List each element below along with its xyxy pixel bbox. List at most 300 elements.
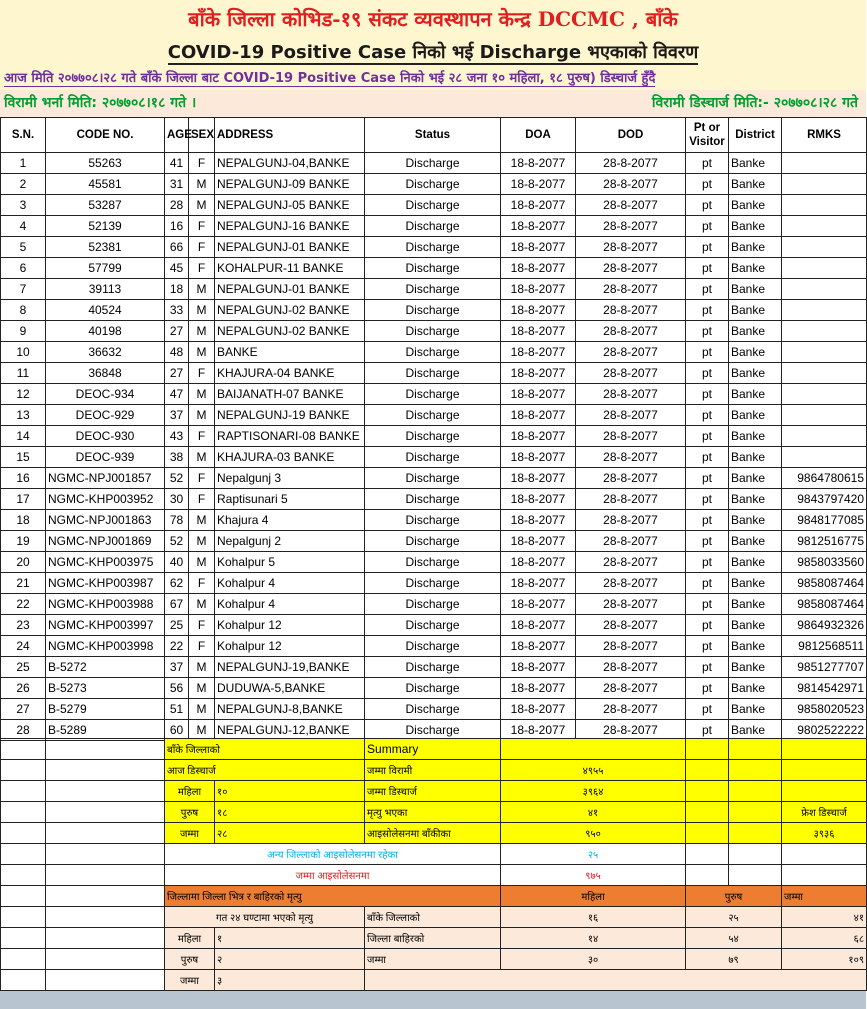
- cell-sex: M: [189, 510, 215, 531]
- cell-sex: F: [189, 426, 215, 447]
- cell-age: 25: [165, 615, 189, 636]
- grand-male: ७९: [686, 949, 782, 970]
- cell-district: Banke: [729, 363, 782, 384]
- cell-age: 33: [165, 300, 189, 321]
- cell-status: Discharge: [365, 657, 501, 678]
- cell-age: 47: [165, 384, 189, 405]
- cell-rmks: [782, 195, 867, 216]
- cell-address: NEPALGUNJ-19,BANKE: [215, 657, 365, 678]
- cell-status: Discharge: [365, 279, 501, 300]
- cell-sn: 21: [1, 573, 46, 594]
- cell-district: Banke: [729, 615, 782, 636]
- cell-sn: 22: [1, 594, 46, 615]
- cell-code: 40198: [46, 321, 165, 342]
- cell-address: BAIJANATH-07 BANKE: [215, 384, 365, 405]
- cell-code: B-5272: [46, 657, 165, 678]
- cell-pt: pt: [686, 363, 729, 384]
- table-row: [1, 174, 867, 195]
- cell-sn: 15: [1, 447, 46, 468]
- cell-status: Discharge: [365, 678, 501, 699]
- cell-doa: 18-8-2077: [501, 615, 576, 636]
- cell-status: Discharge: [365, 447, 501, 468]
- cell-pt: pt: [686, 636, 729, 657]
- cell-address: KOHALPUR-11 BANKE: [215, 258, 365, 279]
- fresh-discharge: ३९३६: [782, 823, 867, 844]
- cell-pt: pt: [686, 489, 729, 510]
- death-row: [1, 928, 867, 949]
- cell-pt: pt: [686, 195, 729, 216]
- cell-pt: pt: [686, 720, 729, 741]
- cell-address: RAPTISONARI-08 BANKE: [215, 426, 365, 447]
- cell-district: Banke: [729, 699, 782, 720]
- table-row: [1, 321, 867, 342]
- cell-age: 60: [165, 720, 189, 741]
- deaths-label: मृत्यु भएका: [365, 802, 501, 823]
- cell-sn: 8: [1, 300, 46, 321]
- table-row: [1, 657, 867, 678]
- cell-dod: 28-8-2077: [576, 384, 686, 405]
- cell-age: 38: [165, 447, 189, 468]
- cell-sn: 18: [1, 510, 46, 531]
- cell-address: Khajura 4: [215, 510, 365, 531]
- cell-rmks: [782, 384, 867, 405]
- cell-pt: pt: [686, 531, 729, 552]
- cell-pt: pt: [686, 426, 729, 447]
- cell-rmks: [782, 174, 867, 195]
- cell-sex: M: [189, 594, 215, 615]
- cell-age: 56: [165, 678, 189, 699]
- notice-line: [0, 68, 866, 90]
- col-code: CODE NO.: [46, 118, 165, 153]
- summary-row: [1, 739, 867, 760]
- table-row: [1, 510, 867, 531]
- cell-district: Banke: [729, 321, 782, 342]
- cell-code: NGMC-KHP003987: [46, 573, 165, 594]
- summary-row: [1, 802, 867, 823]
- cell-dod: 28-8-2077: [576, 615, 686, 636]
- cell-status: Discharge: [365, 384, 501, 405]
- cell-address: Nepalgunj 2: [215, 531, 365, 552]
- cell-age: 43: [165, 426, 189, 447]
- cell-district: Banke: [729, 447, 782, 468]
- cell-rmks: [782, 447, 867, 468]
- cell-age: 62: [165, 573, 189, 594]
- summary-table: [0, 738, 867, 991]
- cell-code: NGMC-KHP003952: [46, 489, 165, 510]
- cell-dod: 28-8-2077: [576, 657, 686, 678]
- banke-male: २५: [686, 907, 782, 928]
- cell-address: Raptisunari 5: [215, 489, 365, 510]
- cell-pt: pt: [686, 300, 729, 321]
- cell-dod: 28-8-2077: [576, 636, 686, 657]
- cell-pt: pt: [686, 447, 729, 468]
- cell-code: 36632: [46, 342, 165, 363]
- cell-age: 51: [165, 699, 189, 720]
- cell-doa: 18-8-2077: [501, 258, 576, 279]
- cell-rmks: 9812568511: [782, 636, 867, 657]
- cell-sex: F: [189, 363, 215, 384]
- cell-dod: 28-8-2077: [576, 258, 686, 279]
- death-row: [1, 907, 867, 928]
- cell-dod: 28-8-2077: [576, 468, 686, 489]
- cell-district: Banke: [729, 657, 782, 678]
- cell-status: Discharge: [365, 594, 501, 615]
- cell-sn: 3: [1, 195, 46, 216]
- cell-address: NEPALGUNJ-01 BANKE: [215, 237, 365, 258]
- banke-row-label: बाँके जिल्लाको: [365, 907, 501, 928]
- page-title: बाँके जिल्ला कोभिड-१९ संकट व्यवस्थापन केन्द्र DCCMC , बाँके: [0, 0, 866, 38]
- cell-doa: 18-8-2077: [501, 195, 576, 216]
- cell-dod: 28-8-2077: [576, 678, 686, 699]
- cell-dod: 28-8-2077: [576, 489, 686, 510]
- cell-rmks: 9858087464: [782, 594, 867, 615]
- cell-address: NEPALGUNJ-02 BANKE: [215, 300, 365, 321]
- death-header-row: [1, 886, 867, 907]
- cell-address: Nepalgunj 3: [215, 468, 365, 489]
- cell-age: 45: [165, 258, 189, 279]
- cell-doa: 18-8-2077: [501, 720, 576, 741]
- cell-doa: 18-8-2077: [501, 153, 576, 174]
- cell-age: 27: [165, 321, 189, 342]
- cell-sex: F: [189, 636, 215, 657]
- col-dod: DOD: [576, 118, 686, 153]
- cell-doa: 18-8-2077: [501, 237, 576, 258]
- cell-dod: 28-8-2077: [576, 594, 686, 615]
- summary-row: [1, 823, 867, 844]
- cell-doa: 18-8-2077: [501, 510, 576, 531]
- cell-code: 52139: [46, 216, 165, 237]
- grand-total: १०९: [782, 949, 867, 970]
- cell-rmks: 9812516775: [782, 531, 867, 552]
- d24-total-label: जम्मा: [165, 970, 215, 991]
- cell-dod: 28-8-2077: [576, 195, 686, 216]
- cell-dod: 28-8-2077: [576, 174, 686, 195]
- cell-dod: 28-8-2077: [576, 279, 686, 300]
- cell-pt: pt: [686, 699, 729, 720]
- cell-pt: pt: [686, 174, 729, 195]
- cell-address: KHAJURA-03 BANKE: [215, 447, 365, 468]
- cell-rmks: [782, 405, 867, 426]
- cell-pt: pt: [686, 216, 729, 237]
- cell-doa: 18-8-2077: [501, 279, 576, 300]
- cell-code: DEOC-930: [46, 426, 165, 447]
- cell-status: Discharge: [365, 195, 501, 216]
- cell-rmks: 9858020523: [782, 699, 867, 720]
- col-rmks: RMKS: [782, 118, 867, 153]
- page-subtitle: [0, 38, 866, 68]
- death-col-male: पुरुष: [686, 886, 782, 907]
- cell-pt: pt: [686, 321, 729, 342]
- cell-sex: F: [189, 153, 215, 174]
- cell-code: NGMC-KHP003975: [46, 552, 165, 573]
- cell-dod: 28-8-2077: [576, 510, 686, 531]
- cell-code: 52381: [46, 237, 165, 258]
- cell-doa: 18-8-2077: [501, 342, 576, 363]
- cell-code: 53287: [46, 195, 165, 216]
- cell-pt: pt: [686, 657, 729, 678]
- cell-rmks: 9802522222: [782, 720, 867, 741]
- cell-dod: 28-8-2077: [576, 573, 686, 594]
- cell-age: 37: [165, 657, 189, 678]
- cell-pt: pt: [686, 510, 729, 531]
- cell-address: DUDUWA-5,BANKE: [215, 678, 365, 699]
- total-discharge-label: जम्मा डिस्चार्ज: [365, 781, 501, 802]
- cell-doa: 18-8-2077: [501, 489, 576, 510]
- cell-status: Discharge: [365, 552, 501, 573]
- cell-code: B-5273: [46, 678, 165, 699]
- cell-status: Discharge: [365, 321, 501, 342]
- cell-sex: M: [189, 657, 215, 678]
- table-row: [1, 636, 867, 657]
- cell-status: Discharge: [365, 237, 501, 258]
- cell-sn: 13: [1, 405, 46, 426]
- cell-status: Discharge: [365, 468, 501, 489]
- cell-age: 28: [165, 195, 189, 216]
- death-col-female: महिला: [501, 886, 686, 907]
- cell-sex: M: [189, 699, 215, 720]
- total-patients: ४९५५: [501, 760, 686, 781]
- cell-rmks: 9843797420: [782, 489, 867, 510]
- cell-sn: 10: [1, 342, 46, 363]
- cell-status: Discharge: [365, 258, 501, 279]
- cell-district: Banke: [729, 405, 782, 426]
- d24-female-label: महिला: [165, 928, 215, 949]
- cell-address: NEPALGUNJ-01 BANKE: [215, 279, 365, 300]
- cell-sex: M: [189, 678, 215, 699]
- cell-sn: 14: [1, 426, 46, 447]
- cell-sex: M: [189, 300, 215, 321]
- col-doa: DOA: [501, 118, 576, 153]
- d24-total: ३: [215, 970, 365, 991]
- cell-status: Discharge: [365, 216, 501, 237]
- cell-dod: 28-8-2077: [576, 363, 686, 384]
- col-pt-visitor: Pt or Visitor: [686, 118, 729, 153]
- cell-dod: 28-8-2077: [576, 720, 686, 741]
- cell-code: DEOC-939: [46, 447, 165, 468]
- female-label: महिला: [165, 781, 215, 802]
- cell-age: 78: [165, 510, 189, 531]
- cell-address: Kohalpur 4: [215, 573, 365, 594]
- cell-status: Discharge: [365, 363, 501, 384]
- cell-age: 40: [165, 552, 189, 573]
- cell-pt: pt: [686, 468, 729, 489]
- cell-status: Discharge: [365, 636, 501, 657]
- cell-doa: 18-8-2077: [501, 531, 576, 552]
- cell-pt: pt: [686, 678, 729, 699]
- cell-sn: 24: [1, 636, 46, 657]
- cell-address: NEPALGUNJ-05 BANKE: [215, 195, 365, 216]
- cell-status: Discharge: [365, 426, 501, 447]
- cell-district: Banke: [729, 174, 782, 195]
- cell-district: Banke: [729, 531, 782, 552]
- table-row: [1, 447, 867, 468]
- cell-code: NGMC-NPJ001869: [46, 531, 165, 552]
- cell-doa: 18-8-2077: [501, 699, 576, 720]
- table-row: [1, 153, 867, 174]
- col-sex: SEX: [189, 118, 215, 153]
- cell-district: Banke: [729, 342, 782, 363]
- cell-dod: 28-8-2077: [576, 237, 686, 258]
- total-count: २८: [215, 823, 365, 844]
- cell-doa: 18-8-2077: [501, 657, 576, 678]
- cell-sn: 16: [1, 468, 46, 489]
- cell-district: Banke: [729, 594, 782, 615]
- cell-rmks: 9858033560: [782, 552, 867, 573]
- male-label: पुरुष: [165, 802, 215, 823]
- cell-district: Banke: [729, 300, 782, 321]
- table-row: [1, 573, 867, 594]
- cell-sn: 2: [1, 174, 46, 195]
- cell-sn: 9: [1, 321, 46, 342]
- cell-address: NEPALGUNJ-19 BANKE: [215, 405, 365, 426]
- col-age: AGE: [165, 118, 189, 153]
- cell-sex: F: [189, 216, 215, 237]
- cell-sex: M: [189, 720, 215, 741]
- cell-address: Kohalpur 4: [215, 594, 365, 615]
- total-label: जम्मा: [165, 823, 215, 844]
- cell-sex: M: [189, 342, 215, 363]
- cell-doa: 18-8-2077: [501, 216, 576, 237]
- col-district: District: [729, 118, 782, 153]
- outside-label: जिल्ला बाहिरको: [365, 928, 501, 949]
- cell-sex: F: [189, 615, 215, 636]
- cell-sn: 1: [1, 153, 46, 174]
- cell-doa: 18-8-2077: [501, 363, 576, 384]
- cell-district: Banke: [729, 384, 782, 405]
- cell-status: Discharge: [365, 510, 501, 531]
- cell-rmks: [782, 321, 867, 342]
- table-row: [1, 489, 867, 510]
- cell-dod: 28-8-2077: [576, 153, 686, 174]
- cell-doa: 18-8-2077: [501, 384, 576, 405]
- table-row: [1, 699, 867, 720]
- table-row: [1, 468, 867, 489]
- cell-code: 55263: [46, 153, 165, 174]
- cell-sex: M: [189, 279, 215, 300]
- discharge-table: [0, 117, 867, 741]
- table-row: [1, 363, 867, 384]
- cell-doa: 18-8-2077: [501, 447, 576, 468]
- cell-age: 22: [165, 636, 189, 657]
- cell-sex: M: [189, 447, 215, 468]
- table-row: [1, 594, 867, 615]
- grand-label: जम्मा: [365, 949, 501, 970]
- cell-status: Discharge: [365, 531, 501, 552]
- cell-district: Banke: [729, 216, 782, 237]
- table-row: [1, 531, 867, 552]
- cell-age: 31: [165, 174, 189, 195]
- cell-sn: 28: [1, 720, 46, 741]
- summary-label: Summary: [365, 739, 501, 760]
- cell-code: NGMC-KHP003997: [46, 615, 165, 636]
- death-header: जिल्लामा जिल्ला भित्र र बाहिरको मृत्यु: [165, 886, 501, 907]
- total-patients-label: जम्मा विरामी: [365, 760, 501, 781]
- summary-row: [1, 865, 867, 886]
- table-row: [1, 678, 867, 699]
- cell-status: Discharge: [365, 300, 501, 321]
- cell-doa: 18-8-2077: [501, 300, 576, 321]
- cell-doa: 18-8-2077: [501, 594, 576, 615]
- cell-district: Banke: [729, 153, 782, 174]
- cell-doa: 18-8-2077: [501, 636, 576, 657]
- cell-sex: F: [189, 489, 215, 510]
- cell-dod: 28-8-2077: [576, 321, 686, 342]
- cell-status: Discharge: [365, 699, 501, 720]
- cell-code: DEOC-934: [46, 384, 165, 405]
- discharge-date: विरामी डिस्चार्ज मिति:- २०७७०८।२८ गते: [651, 95, 858, 111]
- last24-label: गत २४ घण्टामा भएको मृत्यु: [165, 907, 365, 928]
- table-row: [1, 279, 867, 300]
- cell-district: Banke: [729, 573, 782, 594]
- death-row: [1, 970, 867, 991]
- other-district-count: २५: [501, 844, 686, 865]
- other-district-label: अन्य जिल्लाको आइसोलेसनमा रहेका: [165, 844, 501, 865]
- cell-sex: F: [189, 237, 215, 258]
- table-row: [1, 615, 867, 636]
- cell-district: Banke: [729, 720, 782, 741]
- cell-dod: 28-8-2077: [576, 216, 686, 237]
- header-row: [1, 118, 867, 153]
- cell-status: Discharge: [365, 174, 501, 195]
- banke-label: बाँके जिल्लाको: [165, 739, 365, 760]
- cell-dod: 28-8-2077: [576, 552, 686, 573]
- deaths-count: ४१: [501, 802, 686, 823]
- cell-district: Banke: [729, 468, 782, 489]
- cell-age: 30: [165, 489, 189, 510]
- date-line: [0, 90, 866, 117]
- cell-sn: 19: [1, 531, 46, 552]
- cell-address: NEPALGUNJ-09 BANKE: [215, 174, 365, 195]
- cell-address: BANKE: [215, 342, 365, 363]
- summary-row: [1, 760, 867, 781]
- cell-rmks: 9814542971: [782, 678, 867, 699]
- cell-code: NGMC-NPJ001863: [46, 510, 165, 531]
- cell-doa: 18-8-2077: [501, 552, 576, 573]
- cell-pt: pt: [686, 552, 729, 573]
- subtitle-text: COVID-19 Positive Case निको भई Discharge भएकाको विवरण: [167, 42, 699, 63]
- bottom-bar: [0, 991, 866, 1009]
- cell-sn: 25: [1, 657, 46, 678]
- cell-age: 27: [165, 363, 189, 384]
- cell-age: 52: [165, 531, 189, 552]
- cell-address: Kohalpur 5: [215, 552, 365, 573]
- table-row: [1, 384, 867, 405]
- table-row: [1, 216, 867, 237]
- cell-district: Banke: [729, 258, 782, 279]
- cell-sex: M: [189, 174, 215, 195]
- cell-sex: M: [189, 321, 215, 342]
- col-address: ADDRESS: [215, 118, 365, 153]
- cell-address: Kohalpur 12: [215, 636, 365, 657]
- grand-female: ३०: [501, 949, 686, 970]
- cell-rmks: [782, 426, 867, 447]
- cell-status: Discharge: [365, 615, 501, 636]
- col-status: Status: [365, 118, 501, 153]
- cell-pt: pt: [686, 594, 729, 615]
- cell-age: 67: [165, 594, 189, 615]
- cell-age: 37: [165, 405, 189, 426]
- summary-row: [1, 844, 867, 865]
- cell-sn: 6: [1, 258, 46, 279]
- cell-rmks: 9864780615: [782, 468, 867, 489]
- cell-sex: F: [189, 573, 215, 594]
- isolation-count: ९५०: [501, 823, 686, 844]
- cell-code: NGMC-KHP003998: [46, 636, 165, 657]
- cell-district: Banke: [729, 510, 782, 531]
- admit-date: विरामी भर्ना मिति: २०७७०८।१८ गते ।: [4, 95, 197, 111]
- cell-code: B-5279: [46, 699, 165, 720]
- total-isolation-label: जम्मा आइसोलेसनमा: [165, 865, 501, 886]
